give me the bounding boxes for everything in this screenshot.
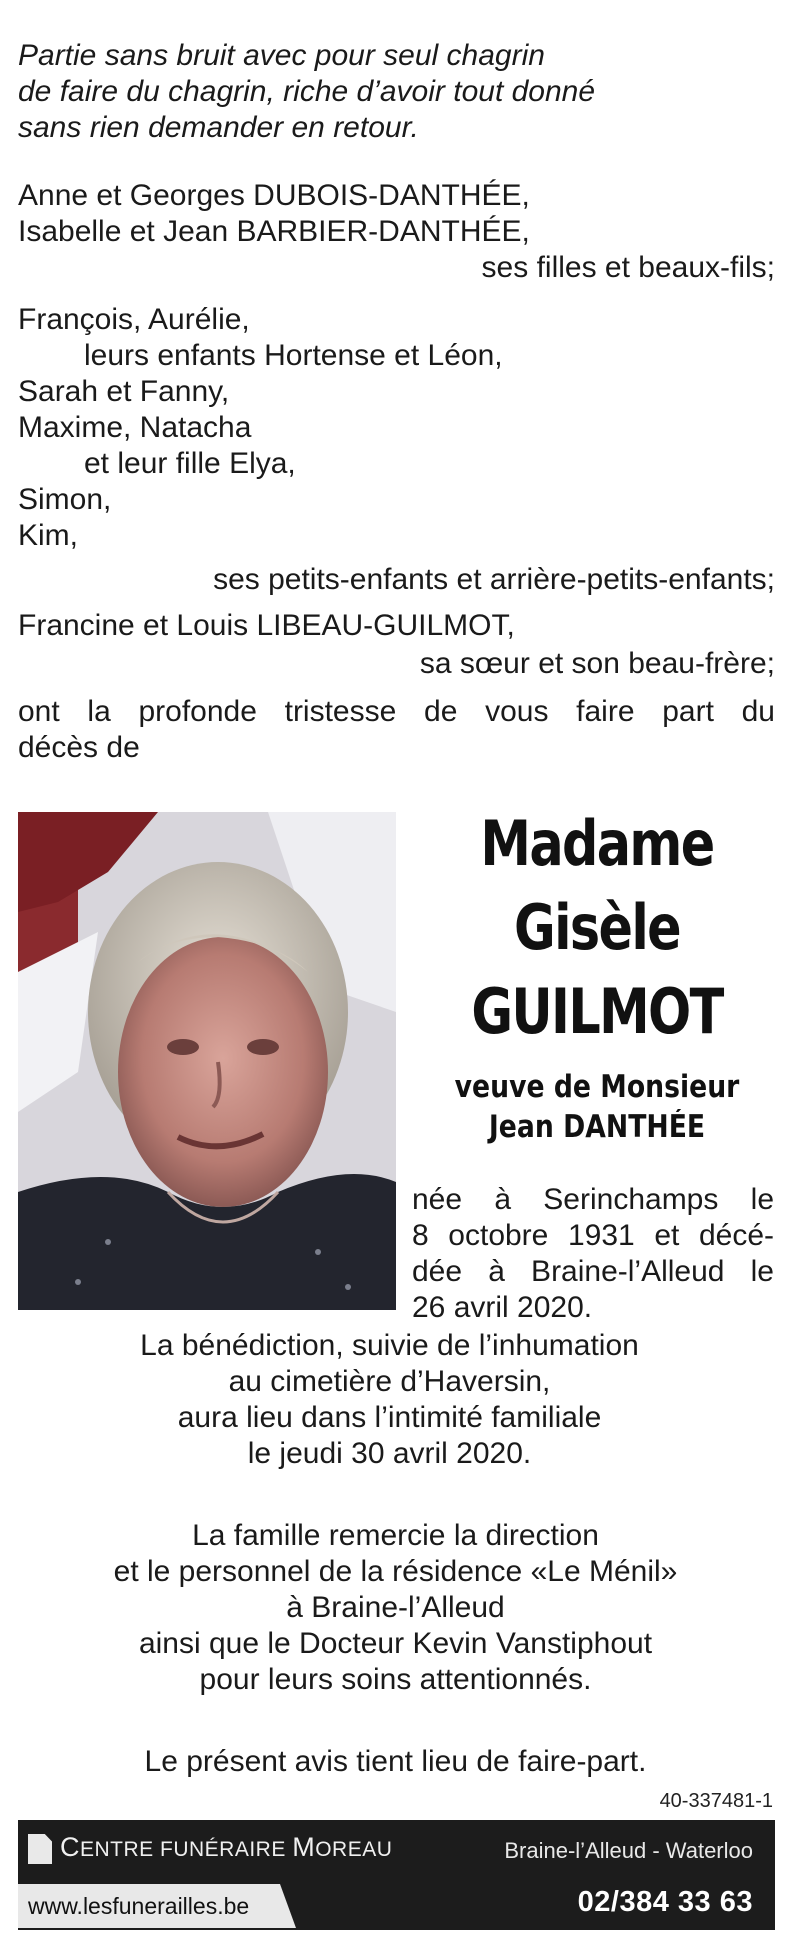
website-link[interactable]: www.lesfunerailles.be	[18, 1884, 280, 1928]
family-line: Anne et Georges DUBOIS-DANTHÉE,	[18, 179, 530, 212]
funeral-home-name: CENTRE FUNÉRAIRE MOREAU	[60, 1832, 393, 1862]
family-line: Sarah et Fanny,	[18, 375, 230, 408]
poem-line: de faire du chagrin, riche d’avoir tout donné	[18, 75, 596, 108]
reference-number: 40-337481-1	[659, 1790, 773, 1812]
ceremony-line: La bénédiction, suivie de l’inhumation	[140, 1329, 639, 1362]
family-line: Isabelle et Jean BARBIER-DANTHÉE,	[18, 215, 530, 248]
family-line: Maxime, Natacha	[18, 411, 252, 444]
ceremony-line: au cimetière d’Haversin,	[228, 1365, 551, 1398]
thanks-line: et le personnel de la résidence «Le Ménil»	[113, 1555, 678, 1588]
family-line: Kim,	[18, 519, 78, 552]
bio-line: 8 octobre 1931 et décé-	[412, 1219, 774, 1252]
notice-line: Le présent avis tient lieu de faire-part.	[144, 1745, 647, 1778]
widow-line: Jean DANTHÉE	[488, 1109, 706, 1145]
announcement-line: ont la profonde tristesse de vous faire part du	[18, 695, 775, 728]
deceased-name-line: GUILMOT	[471, 975, 723, 1048]
family-line: Francine et Louis LIBEAU-GUILMOT,	[18, 609, 515, 642]
poem-line: sans rien demander en retour.	[18, 111, 419, 144]
ceremony-line: le jeudi 30 avril 2020.	[247, 1437, 532, 1470]
funeral-home-locations: Braine-l’Alleud - Waterloo	[504, 1838, 753, 1863]
family-line: et leur fille Elya,	[84, 447, 296, 480]
family-role: sa sœur et son beau-frère;	[419, 647, 775, 680]
thanks-line: pour leurs soins attentionnés.	[199, 1663, 592, 1696]
widow-line: veuve de Monsieur	[454, 1069, 740, 1105]
poem-line: Partie sans bruit avec pour seul chagrin	[18, 39, 545, 72]
bio-line: dée à Braine-l’Alleud le	[412, 1255, 774, 1288]
thanks-line: à Braine-l’Alleud	[286, 1591, 505, 1624]
thanks-line: ainsi que le Docteur Kevin Vanstiphout	[138, 1627, 653, 1660]
family-role: ses petits-enfants et arrière-petits-enfants;	[213, 563, 775, 596]
portrait-photo	[18, 812, 396, 1310]
document-icon	[28, 1834, 52, 1864]
funeral-home-footer	[18, 1820, 775, 1930]
phone-number[interactable]: 02/384 33 63	[577, 1886, 753, 1918]
family-line: François, Aurélie,	[18, 303, 250, 336]
bio-line: 26 avril 2020.	[412, 1291, 593, 1324]
family-line: leurs enfants Hortense et Léon,	[84, 339, 503, 372]
thanks-line: La famille remercie la direction	[192, 1519, 599, 1552]
announcement-line: décès de	[18, 731, 140, 764]
ceremony-line: aura lieu dans l’intimité familiale	[177, 1401, 602, 1434]
deceased-name-line: Gisèle	[514, 891, 680, 964]
bio-line: née à Serinchamps le	[412, 1183, 774, 1216]
family-role: ses filles et beaux-fils;	[481, 251, 775, 284]
deceased-name-line: Madame	[480, 807, 714, 880]
family-line: Simon,	[18, 483, 112, 516]
